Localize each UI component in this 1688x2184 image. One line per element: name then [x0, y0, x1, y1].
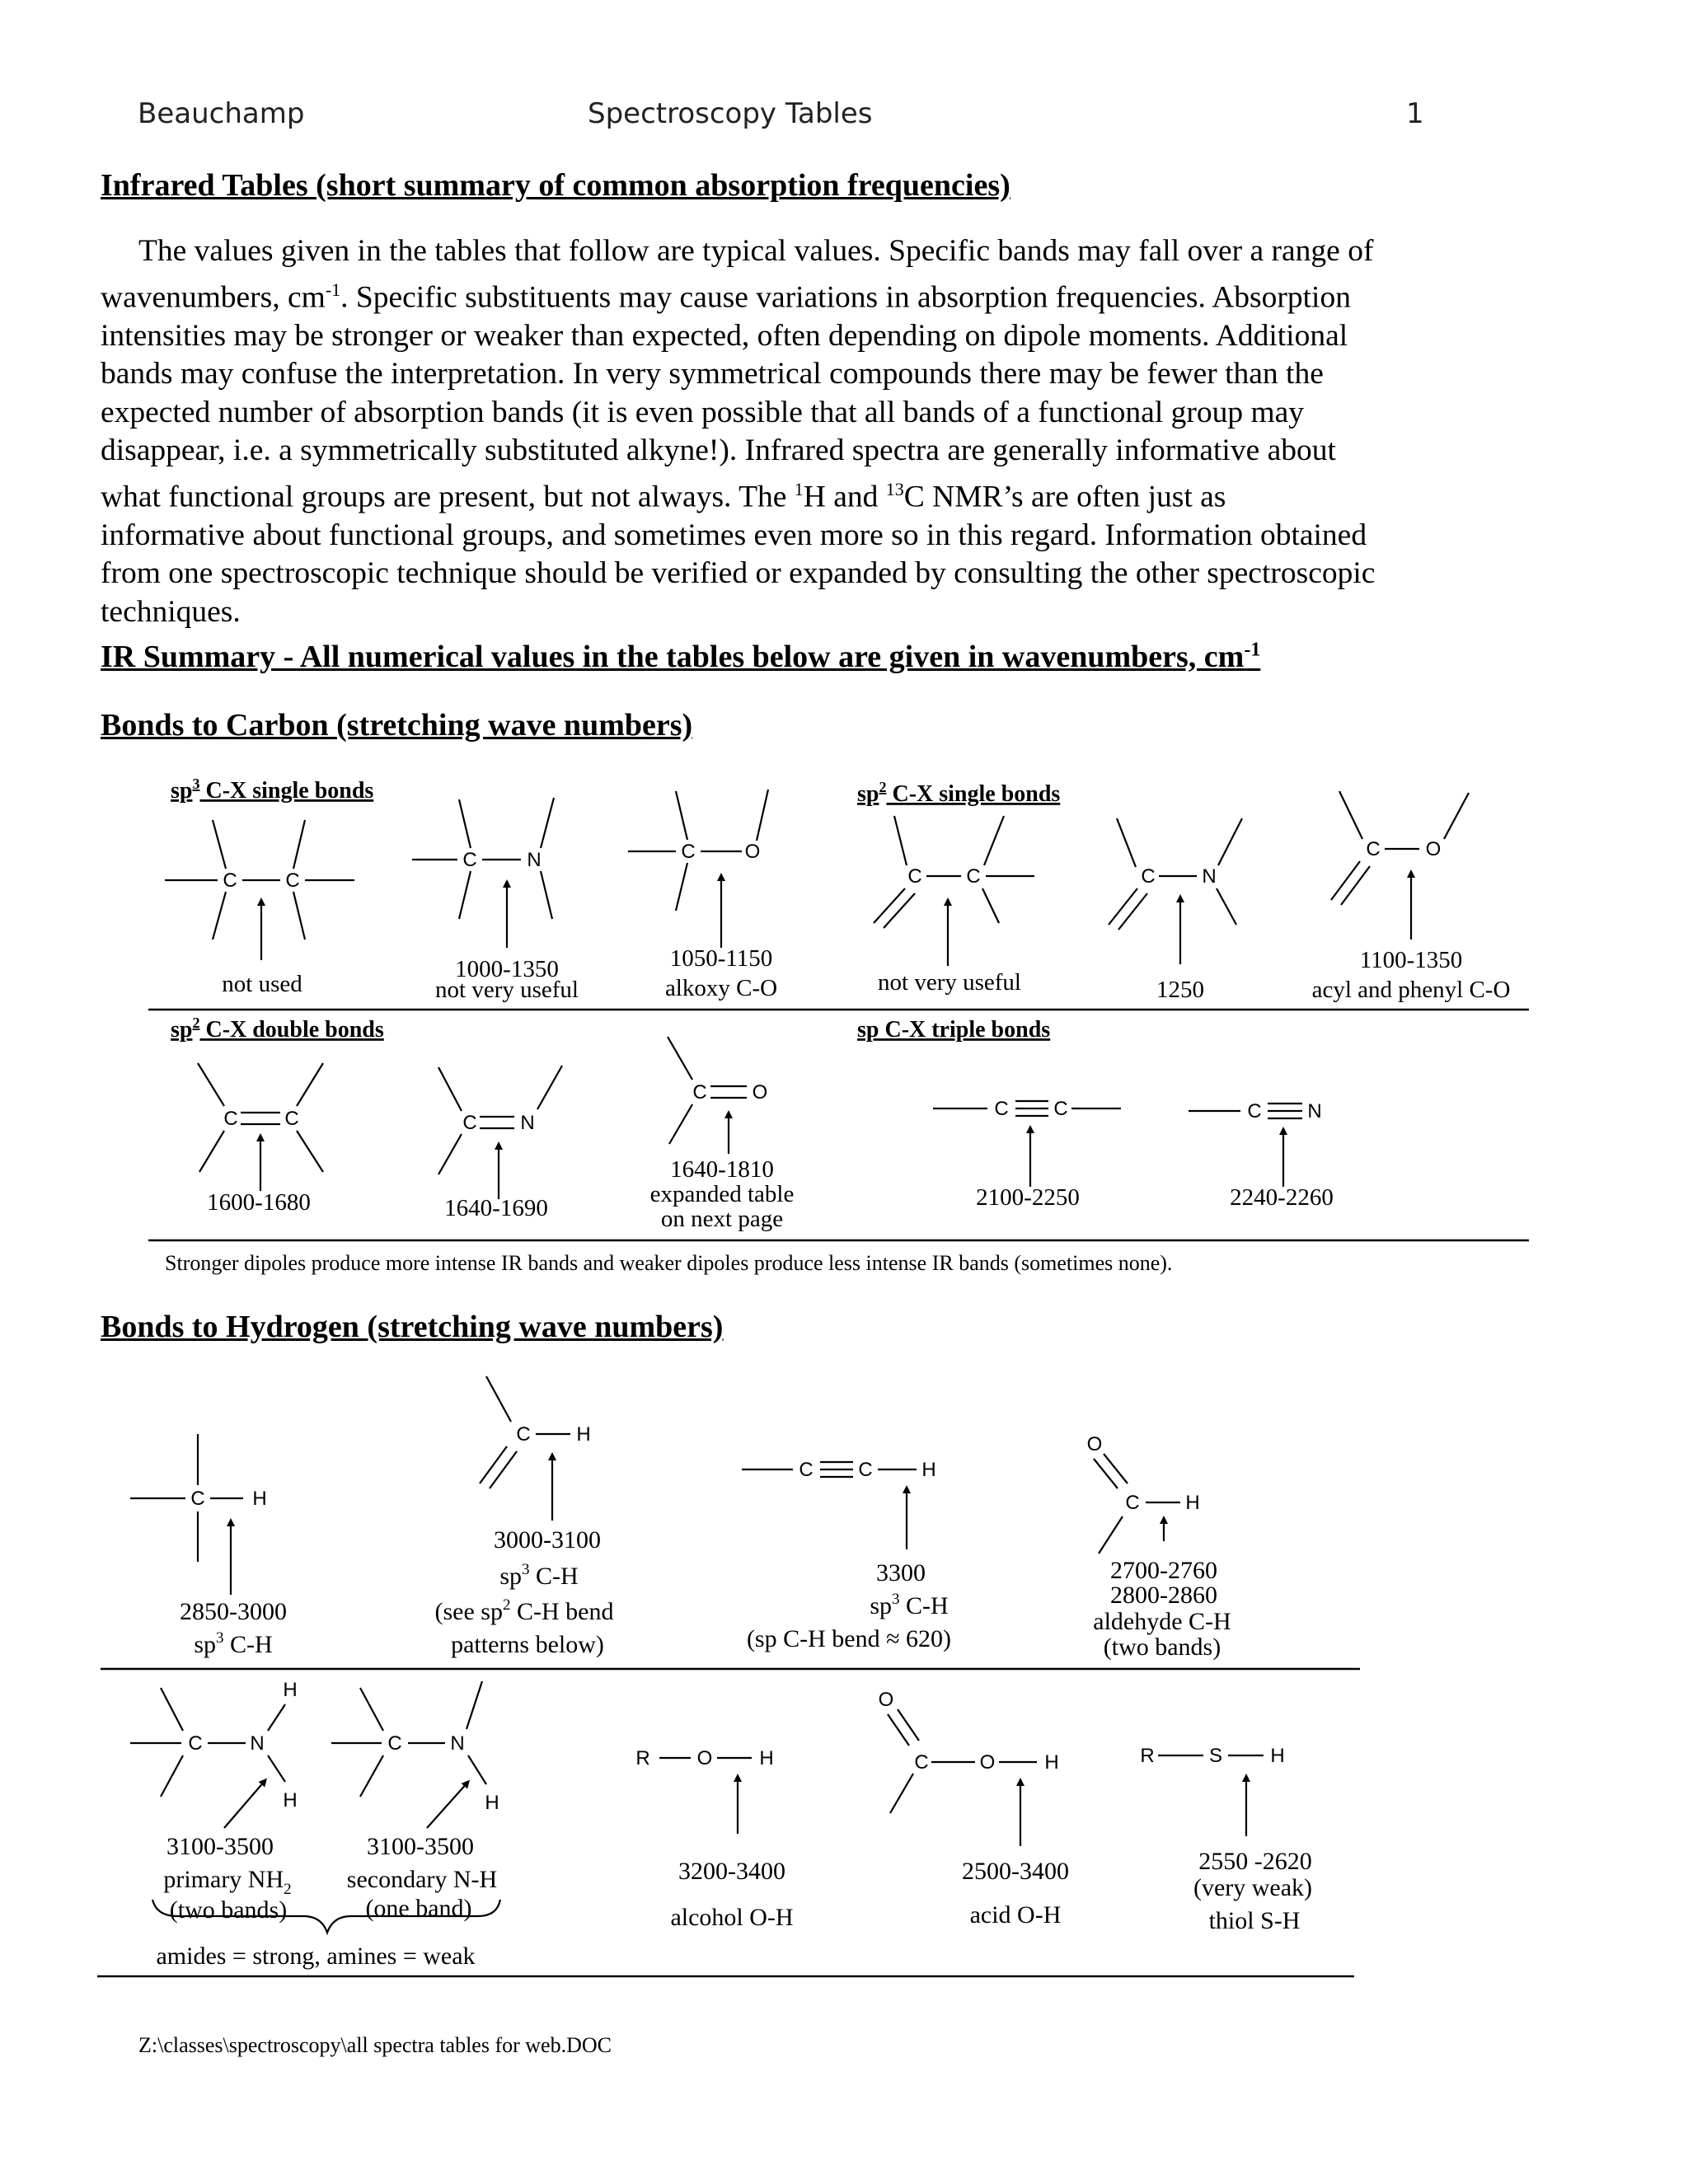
alcohol-value: 3200-3400 [678, 1858, 785, 1885]
intro-line: intensities may be stronger or weaker than expected, often depending on dipole moments. Additional [101, 318, 1348, 353]
sp2-co-value: 1100-1350 [1359, 947, 1463, 973]
sp2-cc-label: not very useful [878, 969, 1021, 996]
atom-label: C [462, 849, 477, 871]
co-double-value: 1640-1810 [670, 1156, 774, 1183]
atom-label: O [1425, 838, 1442, 860]
atom-label: O [752, 1081, 768, 1104]
atom-label: R [1140, 1745, 1155, 1767]
atom-label: S [1208, 1745, 1223, 1767]
acid-value: 2500-3400 [962, 1858, 1069, 1885]
atom-label: C [1125, 1492, 1140, 1514]
atom-label: N [520, 1112, 535, 1134]
atom-label: N [450, 1732, 465, 1755]
sp2-ch-value: 3000-3100 [494, 1526, 601, 1554]
atom-label: C [681, 841, 696, 863]
sp3-cn-structure [412, 798, 554, 948]
cn-single-value: 1000-1350 [455, 956, 559, 982]
bonds-to-hydrogen-heading: Bonds to Hydrogen (stretching wave numbers) [101, 1310, 724, 1344]
atom-label: C [462, 1112, 477, 1134]
atom-label: H [283, 1789, 298, 1811]
sp3-ch-value: 2850-3000 [180, 1598, 287, 1625]
aldehyde-value: 2700-2760 [1110, 1557, 1217, 1584]
atom-label: H [283, 1679, 298, 1701]
sp-ch-value: 3300 [876, 1559, 926, 1586]
atom-label: C [516, 1423, 531, 1446]
cc-triple-value: 2100-2250 [976, 1184, 1080, 1211]
bonds-to-carbon-heading: Bonds to Carbon (stretching wave numbers) [101, 708, 693, 743]
atom-label: N [250, 1732, 265, 1755]
aldehyde-value: 2800-2860 [1110, 1582, 1217, 1609]
atom-label: C [914, 1751, 929, 1774]
cc-double-structure [198, 1063, 323, 1191]
atom-label: H [1044, 1751, 1059, 1774]
intro-line: The values given in the tables that follow are typical values. Specific bands may fall over a range of [138, 234, 1374, 268]
atom-label: R [635, 1747, 650, 1769]
intro-line: techniques. [101, 594, 241, 629]
atom-label: C [223, 1108, 238, 1130]
atom-label: C [1141, 865, 1156, 888]
aldehyde-note: (two bands) [1103, 1633, 1221, 1661]
secondary-nh-note: (one band) [365, 1895, 472, 1922]
cn-double-structure [438, 1066, 562, 1199]
atom-label: N [1307, 1100, 1322, 1122]
ir-summary-heading: IR Summary - All numerical values in the tables below are given in wavenumbers, $cm^{-1}$ [101, 639, 1261, 674]
primary-nh2-label: primary $NH_2$ [163, 1866, 292, 1898]
header-page-number: 1 [1406, 97, 1424, 130]
atom-label: O [744, 841, 761, 863]
aldehyde-label: aldehyde C-H [1093, 1608, 1231, 1635]
sp2-ch-note: patterns below) [451, 1631, 604, 1658]
sp-ch-label: $sp^3$ C-H [870, 1591, 949, 1619]
cc-triple-structure [933, 1101, 1121, 1187]
thiol-label: thiol S-H [1208, 1907, 1301, 1934]
atom-label: O [979, 1751, 996, 1774]
sp2-cn-single-structure [1109, 818, 1242, 964]
cn-double-value: 1640-1690 [444, 1195, 548, 1221]
cc-double-value: 1600-1680 [207, 1189, 311, 1216]
sp3-single-subheading: $sp^3$ C-X single bonds [171, 776, 374, 804]
header-title: Spectroscopy Tables [588, 97, 873, 130]
sp2-ch-label: $sp^3$ C-H [499, 1561, 579, 1590]
sp-triple-subheading: sp C-X triple bonds [857, 1017, 1051, 1043]
sp2-ch-structure [480, 1376, 570, 1521]
atom-label: C [799, 1459, 814, 1481]
sp2-double-subheading: $sp^2$ C-X double bonds [171, 1015, 384, 1043]
atom-label: H [576, 1423, 591, 1446]
co-single-note: alkoxy C-O [664, 975, 778, 1001]
intro-line: disappear, i.e. a symmetrically substituted alkyne!). Infrared spectra are generally informative about [101, 434, 1336, 467]
co-single-value: 1050-1150 [669, 945, 773, 972]
atom-label: H [759, 1747, 774, 1769]
header-author: Beauchamp [138, 97, 305, 130]
sp-ch-note: (sp C-H bend ≈ 620) [746, 1625, 952, 1652]
atom-label: H [921, 1459, 936, 1481]
atom-label: H [1270, 1745, 1285, 1767]
atom-label: C [190, 1488, 205, 1510]
co-double-note: expanded table [649, 1181, 795, 1207]
atom-label: H [485, 1792, 499, 1814]
sp3-co-structure [628, 790, 768, 948]
atom-label: C [285, 869, 300, 892]
acid-oh-structure [888, 1709, 1037, 1846]
intro-line: from one spectroscopic technique should be verified or expanded by consulting the other spectroscopic [101, 556, 1376, 590]
co-double-note: on next page [660, 1206, 784, 1232]
sp-ch-structure [742, 1462, 917, 1549]
primary-nh2-structure [130, 1688, 285, 1828]
atom-label: C [692, 1081, 707, 1104]
cn-triple-value: 2240-2260 [1230, 1184, 1334, 1211]
atom-label: O [1086, 1433, 1103, 1455]
atom-label: C [966, 865, 981, 888]
cc-single-label: not used [222, 971, 302, 997]
footer-path: Z:\classes\spectroscopy\all spectra tables for web.DOC [138, 2033, 612, 2057]
atom-label: H [1185, 1492, 1200, 1514]
sp2-ch-note: (see $sp^2$ C-H bend [434, 1596, 614, 1625]
sp2-cn-value: 1250 [1156, 977, 1204, 1003]
alcohol-label: alcohol O-H [670, 1904, 794, 1931]
atom-label: C [387, 1732, 402, 1755]
sp2-co-single-structure [1331, 791, 1469, 940]
intro-line: wavenumbers, $cm^{-1}$. Specific substituents may cause variations in absorption frequencies. Absorption [101, 279, 1351, 314]
atom-label: O [696, 1747, 713, 1769]
atom-label: H [252, 1488, 267, 1510]
secondary-nh-structure [331, 1681, 486, 1828]
intro-line: expected number of absorption bands (it is even possible that all bands of a functional group may [101, 395, 1305, 429]
dipole-note: Stronger dipoles produce more intense IR bands and weaker dipoles produce less intense IR bands (sometimes none). [165, 1251, 1173, 1275]
atom-label: N [1202, 865, 1217, 888]
thiol-value: 2550 -2620 [1198, 1848, 1312, 1875]
amide-note: amides = strong, amines = weak [156, 1943, 476, 1970]
atom-label: C [188, 1732, 203, 1755]
atom-label: O [878, 1689, 894, 1711]
atom-label: C [907, 865, 922, 888]
atom-label: N [527, 849, 542, 871]
atom-label: C [994, 1098, 1009, 1120]
co-double-structure [668, 1037, 747, 1154]
intro-line: what functional groups are present, but not always. The $^1$H and $^{13}$C NMR’s are often just as [101, 478, 1226, 513]
acid-label: acid O-H [969, 1901, 1062, 1929]
atom-label: C [223, 869, 237, 892]
atom-label: C [284, 1108, 299, 1130]
sp3-ch-label: $sp^3$ C-H [194, 1629, 273, 1658]
thiol-sh-structure [1158, 1755, 1264, 1836]
sp2-cc-single-structure [874, 816, 1034, 966]
sp2-co-note: acyl and phenyl C-O [1311, 977, 1511, 1003]
atom-label: C [1247, 1100, 1262, 1122]
main-title: Infrared Tables (short summary of common absorption frequencies) [101, 168, 1010, 203]
sp3-ch-structure [130, 1434, 243, 1595]
secondary-nh-label: secondary N-H [346, 1866, 498, 1893]
intro-line: informative about functional groups, and sometimes even more so in this regard. Information obtained [101, 518, 1367, 552]
atom-label: C [1053, 1098, 1068, 1120]
cn-triple-structure [1189, 1104, 1302, 1187]
thiol-note: (very weak) [1193, 1874, 1313, 1901]
intro-line: bands may confuse the interpretation. In very symmetrical compounds there may be fewer than the [101, 357, 1324, 391]
sp3-cc-structure [165, 820, 354, 960]
atom-label: C [1366, 838, 1381, 860]
secondary-nh-value: 3100-3500 [367, 1833, 474, 1860]
primary-nh2-value: 3100-3500 [166, 1833, 274, 1860]
sp2-single-subheading: $sp^2$ C-X single bonds [857, 779, 1061, 807]
primary-nh2-note: (two bands) [169, 1896, 288, 1924]
cn-single-note: not very useful [435, 977, 579, 1003]
atom-label: C [858, 1459, 873, 1481]
